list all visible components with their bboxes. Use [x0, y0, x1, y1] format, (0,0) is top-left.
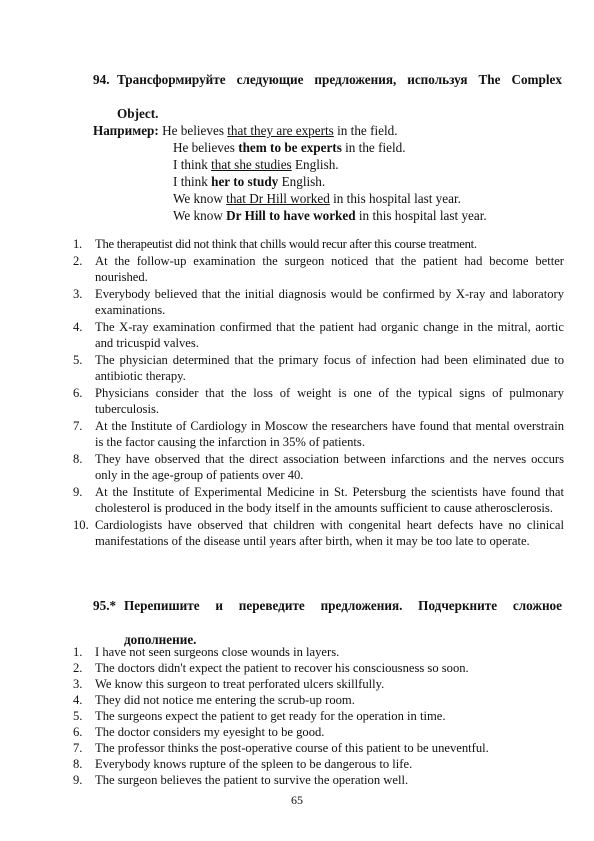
exercise-94-number: 94.: [93, 72, 110, 87]
exercise-95-title-cont: дополнение.: [124, 632, 197, 647]
item-text: At the follow-up examination the surgeon noticed that the patient had become better nourished.: [95, 254, 564, 284]
example-row: [93, 122, 398, 139]
item-text: They have observed that the direct association between infarctions and the nerves occurs only in the age-group of patients over 40.: [95, 452, 564, 482]
example-text: We know: [173, 191, 227, 206]
item-text: The X-ray examination confirmed that the patient had organic change in the mitral, aortic and tricuspid valves.: [95, 320, 564, 350]
example-row: [93, 156, 398, 173]
example-text: I think: [173, 157, 212, 172]
example-text: in this hospital last year.: [329, 191, 461, 206]
item-text: The therapeutist did not think that chills would recur after this course treatment.: [95, 237, 477, 251]
item-number: 8.: [73, 757, 83, 771]
item-text: Everybody believed that the initial diagnosis would be confirmed by X-ray and laboratory examinations.: [95, 287, 564, 317]
example-lead: Например:: [93, 123, 159, 138]
example-text: He believes: [158, 123, 228, 138]
item-number: 2.: [73, 254, 83, 268]
list-item: [73, 708, 564, 724]
item-number: 2.: [73, 661, 83, 675]
item-number: 5.: [73, 353, 83, 367]
example-text: I think: [173, 174, 212, 189]
list-item: [73, 484, 564, 516]
example-row: [93, 173, 398, 190]
list-item: [73, 451, 564, 483]
exercise-94-title: Трансформируйте следующие предложения, используя The Complex: [117, 72, 562, 87]
item-number: 7.: [73, 741, 83, 755]
exercise-94-title-cont: Object.: [117, 106, 159, 121]
example-text: in the field.: [341, 140, 406, 155]
example-bold: them to be experts: [238, 140, 342, 155]
item-text: I have not seen surgeons close wounds in layers.: [95, 645, 340, 659]
list-item: [73, 644, 564, 660]
exercise-95-number: 95.*: [93, 598, 117, 613]
item-text: Physicians consider that the loss of weight is one of the typical signs of pulmonary tuberculosis.: [95, 386, 564, 416]
list-item: [73, 676, 564, 692]
list-item: [73, 236, 564, 252]
item-text: The doctors didn't expect the patient to recover his consciousness so soon.: [95, 661, 469, 675]
page-number: 65: [291, 793, 303, 807]
list-item: [73, 286, 564, 318]
item-text: The surgeon believes the patient to survive the operation well.: [95, 773, 409, 787]
example-bold: Dr Hill to have worked: [226, 208, 356, 223]
example-row: [93, 190, 461, 207]
item-text: The doctor considers my eyesight to be good.: [95, 725, 325, 739]
item-text: They did not notice me entering the scrub-up room.: [95, 693, 355, 707]
list-item: [73, 740, 564, 756]
item-text: At the Institute of Experimental Medicine in St. Petersburg the scientists have found that cholesterol is produced in the body itself in the amounts sufficient to cause atherosclerosis.: [95, 485, 564, 515]
list-item: [73, 319, 564, 351]
example-block: [93, 122, 487, 224]
item-number: 5.: [73, 709, 83, 723]
list-item: [73, 418, 564, 450]
exercise-95-list: [73, 644, 564, 788]
item-text: The surgeons expect the patient to get ready for the operation in time.: [95, 709, 446, 723]
item-number: 10.: [73, 518, 89, 532]
item-number: 1.: [73, 237, 82, 251]
item-text: We know this surgeon to treat perforated ulcers skillfully.: [95, 677, 385, 691]
item-number: 4.: [73, 320, 83, 334]
list-item: [73, 517, 564, 549]
item-number: 6.: [73, 725, 83, 739]
list-item: [73, 756, 564, 772]
example-text: in this hospital last year.: [355, 208, 487, 223]
example-row: [93, 207, 487, 224]
item-number: 3.: [73, 287, 83, 301]
exercise-95-heading: [93, 597, 562, 648]
exercise-94-list: [73, 236, 564, 550]
list-item: [73, 253, 564, 285]
item-number: 9.: [73, 773, 83, 787]
example-underlined: that they are experts: [227, 123, 334, 138]
example-underlined: that she studies: [211, 157, 292, 172]
item-number: 9.: [73, 485, 83, 499]
example-text: We know: [173, 208, 227, 223]
list-item: [73, 385, 564, 417]
item-number: 8.: [73, 452, 83, 466]
example-bold: her to study: [211, 174, 279, 189]
example-row: [93, 139, 406, 156]
item-text: At the Institute of Cardiology in Moscow the researchers have found that mental overstrain is the factor causing the infarction in 35% of patients.: [95, 419, 564, 449]
example-text: English.: [291, 157, 339, 172]
list-item: [73, 724, 564, 740]
exercise-95-title: Перепишите и переведите предложения. Подчеркните сложное: [124, 598, 562, 613]
item-text: The physician determined that the primary focus of infection had been eliminated due to antibiotic therapy.: [95, 353, 564, 383]
list-item: [73, 692, 564, 708]
exercise-94-heading: [93, 71, 562, 122]
item-text: The professor thinks the post-operative course of this patient to be uneventful.: [95, 741, 489, 755]
list-item: [73, 660, 564, 676]
example-text: in the field.: [333, 123, 398, 138]
item-text: Everybody knows rupture of the spleen to be dangerous to life.: [95, 757, 413, 771]
item-number: 6.: [73, 386, 83, 400]
example-text: He believes: [173, 140, 239, 155]
example-text: English.: [278, 174, 326, 189]
item-text: Cardiologists have observed that children with congenital heart defects have no clinical manifestations of the disease until years after birth, when it may be too late to operate.: [95, 518, 564, 548]
list-item: [73, 352, 564, 384]
item-number: 3.: [73, 677, 83, 691]
item-number: 1.: [73, 645, 83, 659]
example-underlined: that Dr Hill worked: [226, 191, 330, 206]
item-number: 7.: [73, 419, 83, 433]
item-number: 4.: [73, 693, 83, 707]
list-item: [73, 772, 564, 788]
